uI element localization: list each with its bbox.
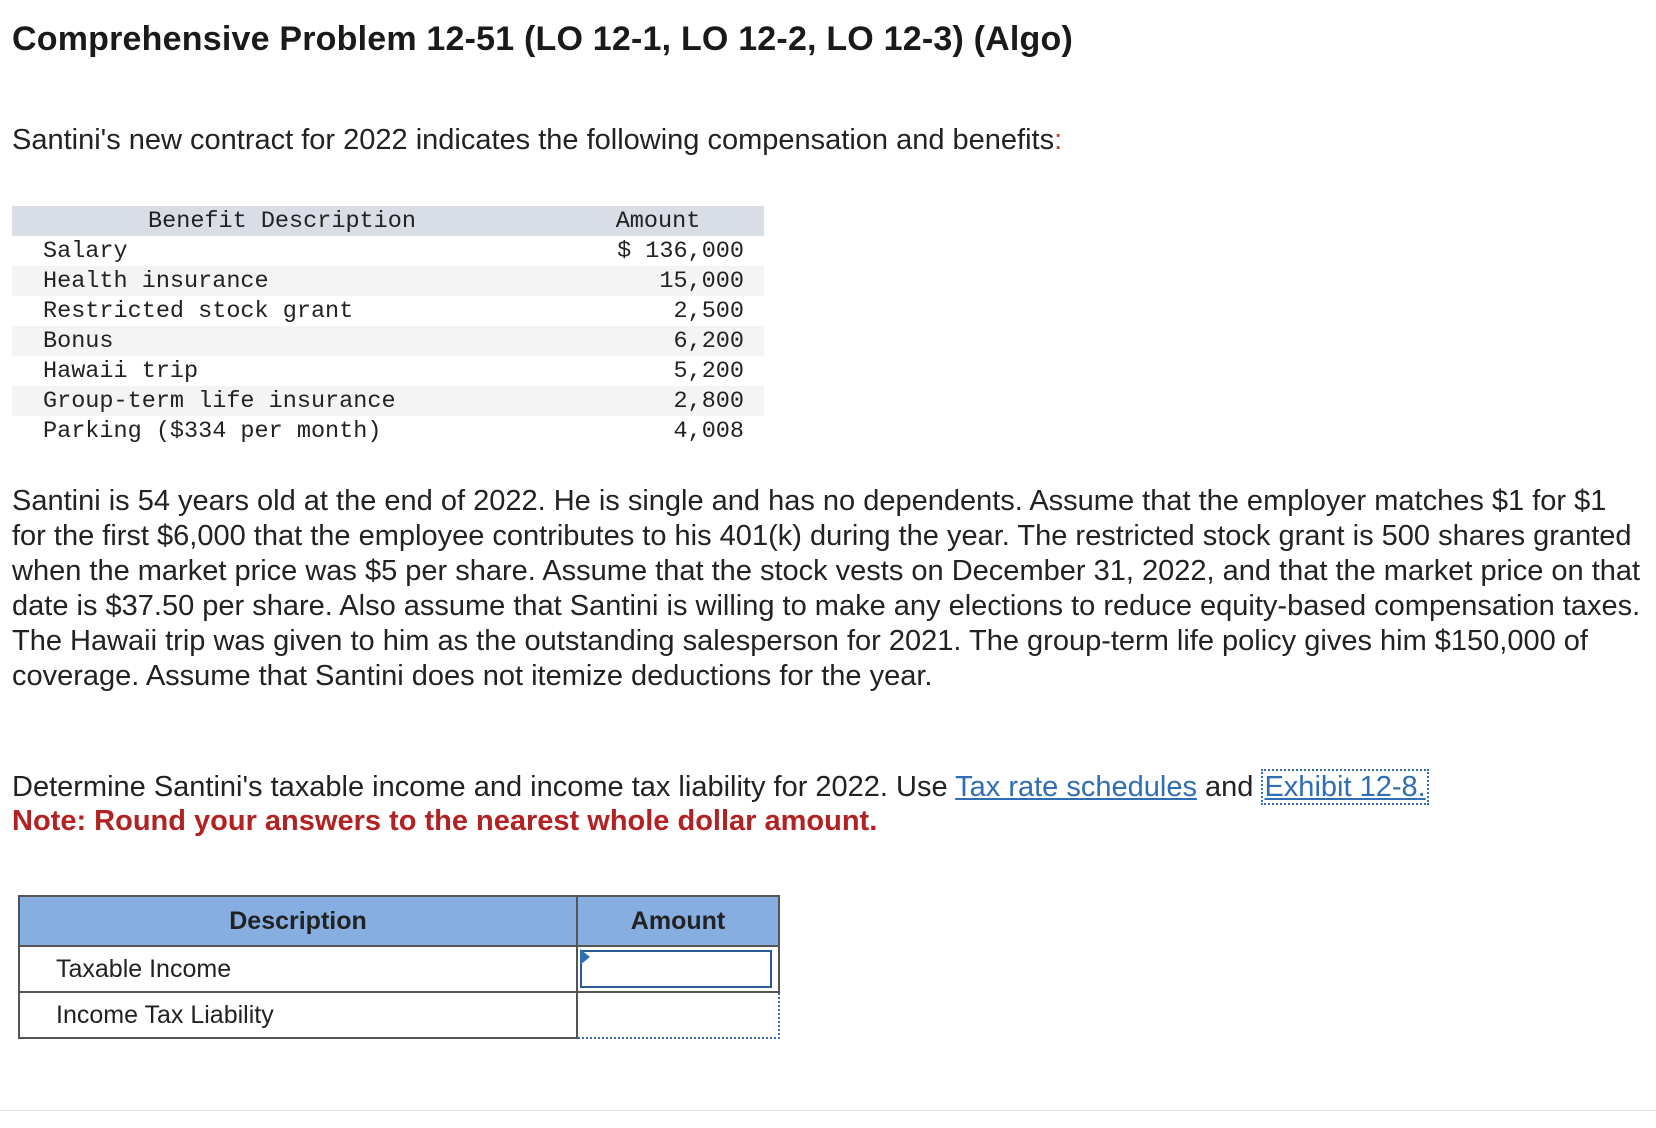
benefit-row-hawaii-trip — [12, 356, 764, 386]
benefits-table — [12, 206, 764, 446]
benefit-amount: 5,200 — [673, 357, 744, 385]
taxable-income-input[interactable] — [580, 950, 772, 988]
active-cell-marker-icon — [580, 949, 590, 965]
instruction-and: and — [1196, 771, 1262, 803]
answer-header-amount: Amount — [577, 896, 779, 946]
benefits-header-description: Benefit Description — [12, 206, 552, 236]
problem-paragraph: Santini is 54 years old at the end of 2022. He is single and has no dependents. Assume that the employer matches $1 for $1 for the first $6,000 that the employee contributes to his 401(k) during the year. The restricted stock grant is 500 shares granted when the market price was $5 per share. Assume that the stock vests on December 31, 2022, and that the market price on that date is $37.50 per share. Also assume that Santini is willing to make any elections to reduce equity-based compensation taxes. The Hawaii trip was given to him as the outstanding salesperson for 2021. The group-term life policy gives him $150,000 of coverage. Assume that Santini does not itemize deductions for the year. — [12, 485, 1641, 692]
benefit-description: Salary — [43, 237, 128, 265]
intro-colon: : — [1054, 124, 1063, 156]
benefit-amount: 6,200 — [552, 326, 764, 356]
benefit-row-restricted-stock — [12, 296, 764, 326]
benefits-header-amount: Amount — [552, 206, 764, 236]
answer-header-description: Description — [19, 896, 577, 946]
benefit-amount: 2,800 — [552, 386, 764, 416]
exhibit-12-8-label: Exhibit 12-8 — [1264, 771, 1418, 803]
answer-row-income-tax-liability — [19, 992, 779, 1038]
page-title: Comprehensive Problem 12-51 (LO 12-1, LO 12-2, LO 12-3) (Algo) — [12, 20, 1074, 58]
taxable-income-cell — [577, 946, 779, 992]
benefits-header-row — [12, 206, 764, 236]
intro-sentence: Santini's new contract for 2022 indicates the following compensation and benefits — [12, 124, 1055, 156]
exhibit-12-8-link[interactable] — [1261, 769, 1428, 805]
benefit-description: Hawaii trip — [43, 357, 199, 385]
answer-table — [18, 895, 780, 1039]
benefit-amount: 2,500 — [673, 297, 744, 325]
benefit-description: Parking ($334 per month) — [43, 417, 382, 445]
intro-text — [12, 124, 1062, 157]
answer-header-row — [19, 896, 779, 946]
benefit-description: Group-term life insurance — [12, 386, 552, 416]
income-tax-liability-input[interactable] — [577, 992, 779, 1038]
rounding-note: Note: Round your answers to the nearest whole dollar amount. — [12, 805, 878, 837]
tax-rate-schedules-link[interactable]: Tax rate schedules — [955, 771, 1197, 803]
instruction-sentence: Determine Santini's taxable income and income tax liability for 2022. Use — [12, 771, 956, 803]
instruction-text — [12, 770, 1429, 805]
benefit-amount: $ 136,000 — [617, 237, 744, 265]
bottom-divider — [0, 1110, 1656, 1111]
benefit-description: Bonus — [12, 326, 552, 356]
benefit-description: Restricted stock grant — [43, 297, 354, 325]
answer-description: Income Tax Liability — [19, 992, 577, 1038]
benefit-amount: 15,000 — [552, 266, 764, 296]
answer-description: Taxable Income — [19, 946, 577, 992]
instruction-period: . — [1417, 771, 1426, 803]
benefit-row-group-term-life — [12, 386, 764, 416]
benefit-amount: 4,008 — [673, 417, 744, 445]
benefit-row-parking — [12, 416, 764, 446]
benefit-row-health-insurance — [12, 266, 764, 296]
benefit-description: Health insurance — [12, 266, 552, 296]
benefit-row-bonus — [12, 326, 764, 356]
benefit-row-salary — [12, 236, 764, 266]
answer-row-taxable-income — [19, 946, 779, 992]
